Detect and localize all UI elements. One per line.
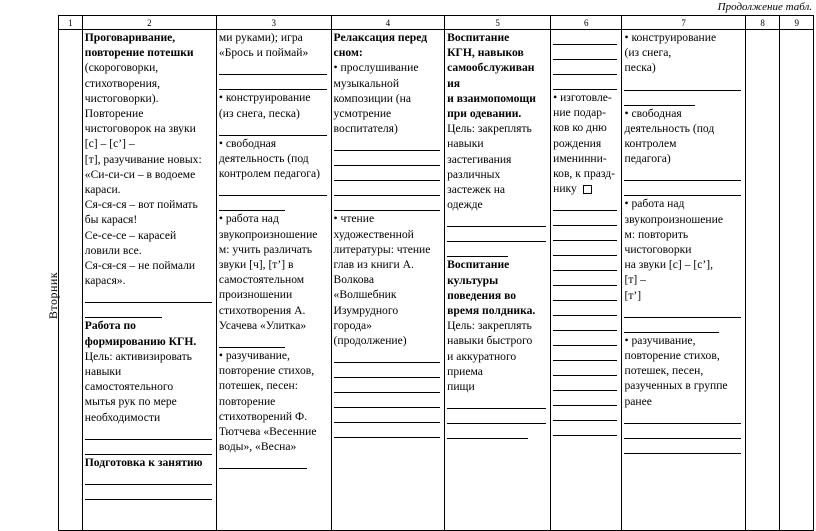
col3-line: м: учить различать [218, 242, 312, 256]
blank-line [553, 45, 617, 60]
col7-line: [т’] [624, 288, 642, 302]
blank-line [85, 303, 162, 318]
col2-section-title: Работа по [84, 319, 136, 333]
col7-line: (из снега, [624, 46, 672, 60]
col2-line: чистоговорок на звуки [84, 122, 196, 136]
blank-line [219, 454, 307, 469]
col7-line: м: повторить [624, 227, 689, 241]
col5-title: КГН, навыков [447, 46, 524, 60]
col7-line: песка) [624, 61, 656, 75]
blank-line [553, 30, 617, 45]
blank-line [85, 425, 212, 440]
col2-line: Повторение [84, 107, 144, 121]
blank-line [553, 211, 617, 226]
blank-line [219, 60, 327, 75]
blank-line [553, 256, 617, 271]
blank-line [447, 394, 546, 409]
col3-line: «Брось и поймай» [218, 46, 309, 60]
col6-line: ков, к празд- [553, 167, 616, 181]
col-number-1: 1 [59, 16, 83, 30]
blank-line [219, 121, 327, 136]
blank-line [553, 391, 617, 406]
col7-line: • свободная [624, 106, 682, 120]
blank-line [219, 196, 285, 211]
col3-line: • свободная [218, 136, 277, 150]
col5-line: одежде [447, 198, 483, 212]
col4-line: Волкова [333, 273, 375, 287]
blank-line [553, 60, 617, 75]
col3-line: деятельность (под [218, 152, 309, 166]
col7-line: • конструирование [624, 31, 717, 44]
cell-col4 [331, 30, 445, 531]
col5-line: приема [447, 364, 483, 378]
body-row [59, 30, 814, 531]
col2-line: Ся-ся-ся – вот поймать [84, 198, 198, 212]
col3-line: ми руками); игра [218, 31, 303, 44]
checkbox-icon [583, 185, 592, 194]
blank-line [447, 409, 546, 424]
col3-line: контролем педагога) [218, 167, 321, 181]
col2-line: стихотворения, [84, 76, 161, 90]
col6-text: нику [553, 182, 577, 196]
col4-line: глав из книги А. [333, 258, 414, 272]
cell-col3 [216, 30, 331, 531]
col4-title: сном: [333, 46, 363, 60]
col-number-7: 7 [622, 16, 745, 30]
blank-line [334, 423, 441, 438]
col2-line: необходимости [84, 410, 161, 424]
col7-line: на звуки [с] – [с’], [624, 258, 714, 272]
col7-line: повторение стихов, [624, 349, 720, 363]
blank-line [624, 303, 740, 318]
blank-line [219, 75, 327, 90]
col-number-8: 8 [745, 16, 780, 30]
col4-line: • прослушивание [333, 61, 419, 75]
blank-line [219, 181, 327, 196]
blank-line [553, 376, 617, 391]
col3-line: потешек, песен: [218, 379, 298, 393]
blank-line [85, 288, 212, 303]
col2-line: (скороговорки, [84, 61, 159, 75]
blank-line [334, 151, 441, 166]
col2-line: мытья рук по мере [84, 395, 177, 409]
col5-title: ия [447, 76, 461, 90]
col5-title: Воспитание [447, 31, 510, 44]
cell-col8 [745, 30, 780, 531]
col2-line: «Си-си-си – в водоеме [84, 167, 196, 181]
col2-line: навыки [84, 365, 122, 379]
col2-line: бы карася! [84, 213, 138, 227]
col6-line: • изготовле- [553, 91, 612, 104]
col-number-4: 4 [331, 16, 445, 30]
col2-line: Се-се-се – карасей [84, 228, 177, 242]
col6-line: ков ко дню [553, 121, 607, 135]
blank-line [553, 241, 617, 256]
col5-title: и взаимопомощи [447, 91, 536, 105]
col3-line: • разучивание, [218, 349, 290, 363]
col-number-3: 3 [216, 16, 331, 30]
col5-line: Цель: закреплять [447, 319, 532, 333]
col2-line: карася». [84, 274, 126, 288]
col4-line: «Волшебник [333, 288, 397, 302]
header-row [59, 16, 814, 30]
blank-line [553, 226, 617, 241]
col5-line: застежек на [447, 183, 506, 197]
col5-title: самообслуживан [447, 61, 535, 75]
col2-section-title: Подготовка к занятию [84, 455, 203, 469]
blank-line [624, 439, 740, 454]
blank-line [624, 76, 740, 91]
col2-section-title: формированию КГН. [84, 334, 197, 348]
col4-line: Изумрудного [333, 303, 399, 317]
blank-line [334, 136, 441, 151]
cell-col6 [551, 30, 622, 531]
blank-line [334, 196, 441, 211]
col7-line: деятельность (под [624, 121, 715, 135]
col5-line: навыки [447, 137, 484, 151]
blank-line [553, 361, 617, 376]
col3-line: • конструирование [218, 91, 311, 105]
col4-line: усмотрение [333, 107, 392, 121]
col7-line: звукопроизношение [624, 212, 723, 226]
blank-line [553, 421, 617, 436]
col5-title: время полдника. [447, 304, 536, 318]
blank-line [334, 348, 441, 363]
col3-line: произношении [218, 288, 293, 302]
col4-line: • чтение [333, 212, 375, 226]
blank-line [85, 440, 212, 455]
blank-line [553, 316, 617, 331]
col3-line: Тютчева «Весенние [218, 425, 317, 439]
col3-line: звуки [ч], [т’] в [218, 258, 294, 272]
col5-line: навыки быстрого [447, 334, 533, 348]
col5-line: пищи [447, 380, 475, 394]
col3-line: стихотворений Ф. [218, 409, 308, 423]
col7-line: • работа над [624, 197, 685, 211]
col5-line: и аккуратного [447, 349, 517, 363]
col5-title: Воспитание [447, 258, 510, 272]
col2-line: ловили все. [84, 243, 142, 257]
col4-line: композиции (на [333, 91, 412, 105]
col5-title: культуры [447, 273, 499, 287]
col7-line: чистоговорки [624, 243, 692, 257]
blank-line [334, 408, 441, 423]
blank-line [553, 346, 617, 361]
col7-line: педагога) [624, 152, 671, 166]
col5-title: при одевании. [447, 107, 522, 121]
col3-line: воды», «Весна» [218, 440, 297, 454]
col4-line: города» [333, 318, 372, 332]
blank-line [334, 363, 441, 378]
blank-line [447, 242, 508, 257]
col3-line: Усачева «Улитка» [218, 318, 307, 332]
blank-line [624, 91, 695, 106]
col4-title: Релаксация перед [333, 31, 428, 44]
cell-col9 [780, 30, 814, 531]
col7-line: [т] – [624, 273, 646, 287]
blank-line [553, 271, 617, 286]
blank-line [553, 75, 617, 90]
col7-line: разученных в группе [624, 379, 728, 393]
blank-line [219, 333, 285, 348]
blank-line [553, 286, 617, 301]
blank-line [334, 181, 441, 196]
col3-line: повторение [218, 394, 276, 408]
blank-line [334, 166, 441, 181]
col2-line: караси. [84, 183, 121, 197]
blank-line [447, 212, 546, 227]
col2-line: чистоговорки). [84, 91, 159, 105]
col-number-5: 5 [445, 16, 551, 30]
blank-line [447, 424, 528, 439]
col3-line: (из снега, песка) [218, 106, 300, 120]
blank-line [553, 406, 617, 421]
col2-line: Ся-ся-ся – не поймали [84, 259, 196, 273]
col3-line: стихотворения А. [218, 303, 306, 317]
blank-line [447, 227, 546, 242]
blank-line [624, 318, 719, 333]
col4-line: литературы: чтение [333, 242, 431, 256]
col4-line: художественной [333, 227, 414, 241]
col7-line: ранее [624, 394, 652, 408]
col6-line: ние подар- [553, 106, 606, 120]
col4-line: музыкальной [333, 76, 400, 90]
blank-line [624, 424, 740, 439]
blank-line [553, 196, 617, 211]
blank-line [85, 485, 212, 500]
col-number-2: 2 [82, 16, 216, 30]
col2-line: самостоятельного [84, 380, 174, 394]
blank-line [624, 181, 740, 196]
col3-line: самостоятельном [218, 273, 305, 287]
col5-title: поведения во [447, 288, 517, 302]
blank-line [85, 470, 212, 485]
col-number-6: 6 [551, 16, 622, 30]
cell-col7 [622, 30, 745, 531]
blank-line [553, 331, 617, 346]
blank-line [553, 301, 617, 316]
col4-line: воспитателя) [333, 122, 398, 136]
col5-line: застегивания [447, 152, 512, 166]
col6-line: рождения [553, 136, 602, 150]
col-number-9: 9 [780, 16, 814, 30]
col7-line: • разучивание, [624, 333, 696, 347]
col3-line: повторение стихов, [218, 364, 315, 378]
continuation-note: Продолжение табл. [717, 1, 812, 13]
blank-line [624, 166, 740, 181]
col7-line: контролем [624, 137, 677, 151]
cell-col2 [82, 30, 216, 531]
cell-col5 [445, 30, 551, 531]
col5-line: Цель: закреплять [447, 122, 532, 136]
col6-line [553, 181, 619, 196]
col3-line: • работа над [218, 212, 279, 226]
col2-line: Цель: активизировать [84, 349, 192, 363]
col4-line: (продолжение) [333, 334, 407, 348]
col2-line: [с] – [с’] – [84, 137, 135, 151]
day-cell [59, 30, 83, 531]
day-label-text: Вторник [46, 271, 61, 320]
plan-table [58, 15, 814, 531]
col3-line: звукопроизношение [218, 227, 318, 241]
blank-line [334, 378, 441, 393]
col7-line: потешек, песен, [624, 364, 704, 378]
col2-title-1: Проговаривание, [84, 31, 176, 44]
col5-line: различных [447, 167, 501, 181]
blank-line [334, 393, 441, 408]
col2-title-2: повторение потешки [84, 46, 194, 60]
col6-line: именинни- [553, 151, 607, 165]
col2-line: [т], разучивание новых: [84, 152, 202, 166]
blank-line [624, 409, 740, 424]
